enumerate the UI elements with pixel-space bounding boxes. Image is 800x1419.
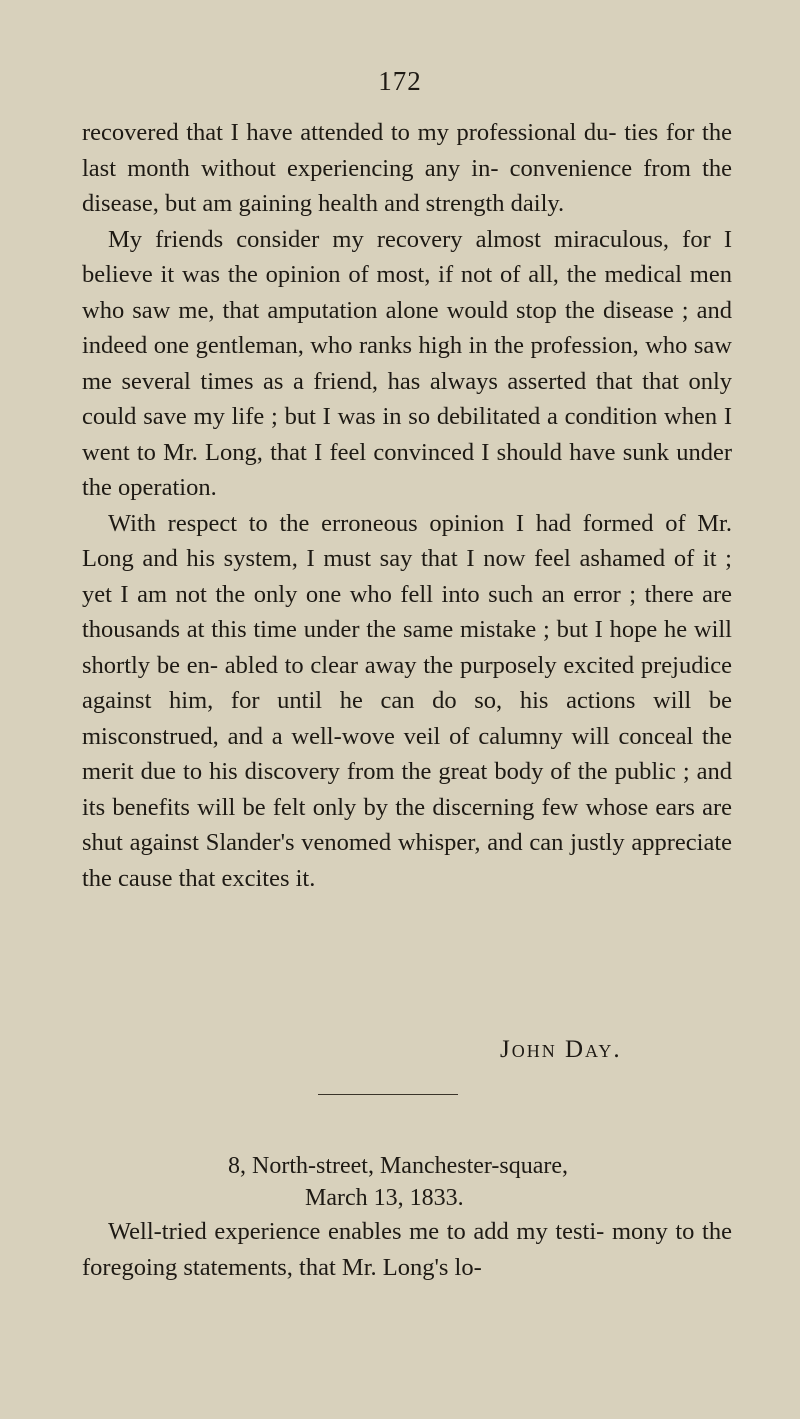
- paragraph-1: recovered that I have attended to my professional du- ties for the last month without experiencing any in- convenience from the disease, but am gaining health and strength daily.: [82, 119, 732, 217]
- address: 8, North-street, Manchester-square,: [228, 1153, 569, 1179]
- paragraph-3: With respect to the erroneous opinion I had formed of Mr. Long and his system, I must say that I now feel ashamed of it ; yet I am not the only one who fell into such an error ; there are thousands at this time under the same mistake ; but I hope he will shortly be en- abled to clear away the purposely excited prejudice against him, for until he can do so, his actions will be misconstrued, and a well-wove veil of calumny will conceal the merit due to his discovery from the great body of the public ; and its benefits will be felt only by the discerning few whose ears are shut against Slander's venomed whisper, and can justly appreciate the cause that excites it.: [82, 509, 732, 892]
- page-number: 172: [378, 66, 422, 96]
- paragraph-2: My friends consider my recovery almost miraculous, for I believe it was the opinion of most, if not of all, the medical men who saw me, that amputation alone would stop the disease ; and indeed one gentleman, who ranks high in the profession, who saw me several times as a friend, has always asserted that that only could save my life ; but I was in so debilitated a condition when I went to Mr. Long, that I feel convinced I should have sunk under the operation.: [82, 225, 732, 501]
- letter-body: [82, 115, 732, 896]
- signature: John Day.: [500, 1036, 622, 1063]
- closing-paragraph: Well-tried experience enables me to add my testi- mony to the foregoing statements, that Mr. Long's lo-: [82, 1218, 732, 1281]
- date: March 13, 1833.: [305, 1185, 464, 1211]
- divider-rule: [318, 1094, 458, 1095]
